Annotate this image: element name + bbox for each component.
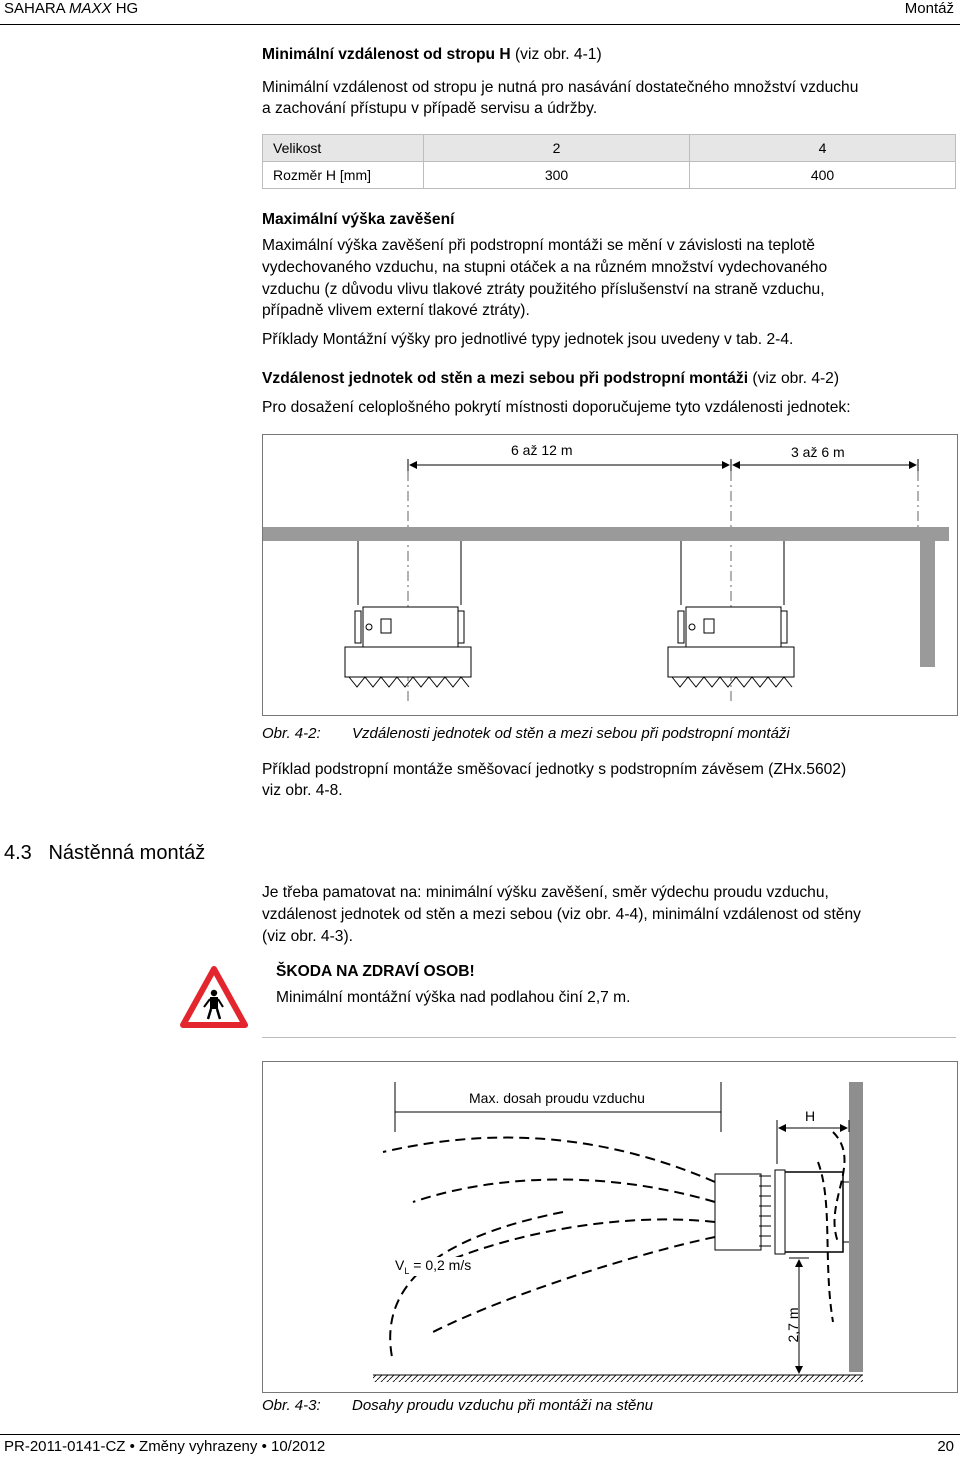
- figure-caption-text: Vzdálenosti jednotek od stěn a mezi sebou při podstropní montáži: [352, 725, 790, 742]
- table-row: [263, 162, 956, 189]
- section-heading: 4.3 Nástěnná montáž: [4, 842, 206, 864]
- table-header-row: [263, 135, 956, 162]
- warning-text: Minimální montážní výška nad podlahou činí 2,7 m.: [276, 989, 631, 1006]
- figure-caption-label: Obr. 4-3:: [262, 1397, 321, 1414]
- figure-caption-text: Dosahy proudu vzduchu při montáži na stěnu: [352, 1397, 654, 1414]
- warning-divider: [262, 1037, 956, 1038]
- air-velocity-label: $V_L = 0,2$ m/s: [395, 1257, 472, 1276]
- figure-caption-label: Obr. 4-2:: [262, 725, 321, 742]
- footer-divider: [0, 1434, 960, 1435]
- table-header-cell: 4: [690, 135, 956, 162]
- wall-mount-text: Je třeba pamatovat na: minimální výšku zavěšení, směr výdechu proudu vzduchu,: [262, 884, 829, 901]
- h-dimension-label: H: [805, 1108, 816, 1124]
- warning-triangle-icon: [180, 966, 248, 1028]
- header-chapter: Montáž: [904, 0, 954, 17]
- section-max-height-title: Maximální výška zavěšení: [262, 211, 455, 228]
- figure-ceiling-mount: [262, 434, 958, 716]
- section-max-height-example: Příklady Montážní výšky pro jednotlivé typy jednotek jsou uvedeny v tab. 2-4.: [262, 331, 794, 348]
- dimension-label-between-units: 6 až 12 m: [511, 442, 573, 458]
- example-ceiling-text-2: viz obr. 4-8.: [262, 782, 343, 799]
- page-number: 20: [937, 1438, 954, 1455]
- figure-wall-mount: [262, 1061, 958, 1393]
- wall-mount-text-3: (viz obr. 4-3).: [262, 928, 353, 945]
- section-max-height-line: případně vlivem externí tlakové ztráty).: [262, 302, 530, 319]
- section-min-distance-text-2: a zachování přístupu v případě servisu a údržby.: [262, 100, 598, 117]
- table-header-cell: Velikost: [263, 135, 424, 162]
- section-max-height-line: Maximální výška zavěšení při podstropní montáži se mění v závislosti na teplotě: [262, 237, 815, 254]
- height-dimension-label: 2,7 m: [785, 1307, 801, 1343]
- footer-doc-id: PR-2011-0141-CZ • Změny vyhrazeny • 10/2012: [4, 1438, 326, 1455]
- ceiling-mount-diagram: [263, 435, 957, 715]
- dimension-label-to-wall: 3 až 6 m: [791, 444, 845, 460]
- dimension-table: [262, 134, 956, 189]
- example-ceiling-text: Příklad podstropní montáže směšovací jednotky s podstropním závěsem (ZHx.5602): [262, 761, 847, 778]
- section-max-height-line: vzduchu (z důvodu vlivu tlakové ztráty použitého příslušenství na straně vzduchu,: [262, 281, 825, 298]
- warning-title: ŠKODA NA ZDRAVÍ OSOB!: [276, 963, 475, 980]
- wall-mount-text-2: vzdálenost jednotek od stěn a mezi sebou (viz obr. 4-4), minimální vzdálenost od stěny: [262, 906, 861, 923]
- table-cell: Rozměr H [mm]: [263, 162, 424, 189]
- table-cell: 300: [424, 162, 690, 189]
- header-divider: [0, 24, 960, 25]
- section-min-distance-text: Minimální vzdálenost od stropu je nutná pro nasávání dostatečného množství vzduchu: [262, 79, 859, 96]
- header-doc-title: SAHARA MAXX HG: [4, 0, 139, 17]
- table-header-cell: 2: [424, 135, 690, 162]
- section-max-height-line: vydechovaného vzduchu, na stupni otáček a na různém množství vydechovaného: [262, 259, 828, 276]
- max-reach-label: Max. dosah proudu vzduchu: [469, 1090, 645, 1106]
- wall-mount-diagram: [263, 1062, 957, 1392]
- section-distance-text: Pro dosažení celoplošného pokrytí místnosti doporučujeme tyto vzdálenosti jednotek:: [262, 399, 851, 416]
- table-cell: 400: [690, 162, 956, 189]
- section-distance-title: Vzdálenost jednotek od stěn a mezi sebou při podstropní montáži (viz obr. 4-2): [262, 370, 840, 387]
- section-min-distance-title: Minimální vzdálenost od stropu H (viz obr. 4-1): [262, 46, 602, 63]
